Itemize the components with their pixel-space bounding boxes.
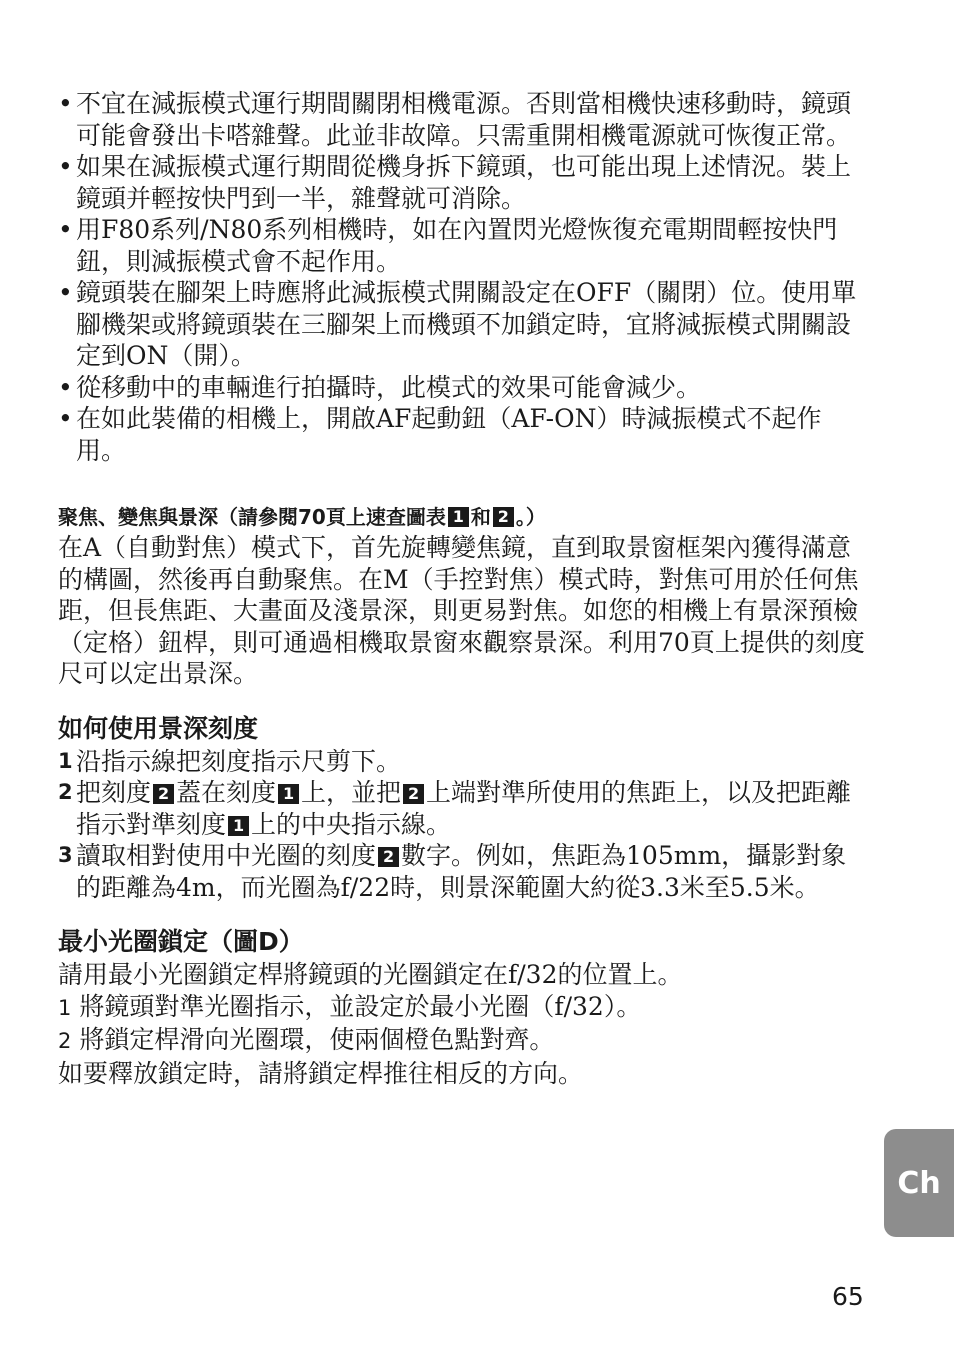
step-text: 沿指示線把刻度指示尺剪下。 xyxy=(76,746,402,776)
step-item xyxy=(58,746,870,778)
step-text: 把刻度 xyxy=(76,778,152,807)
step-number: 2 xyxy=(58,780,73,804)
bullet-mark: • xyxy=(58,278,73,307)
aperture-lock-body xyxy=(58,959,870,1089)
step-number: 1 xyxy=(58,995,72,1020)
language-tab xyxy=(884,1129,954,1237)
step-item xyxy=(58,777,870,840)
heading-text: 聚焦、變焦與景深（請參閱70頁上速查圖表 xyxy=(58,505,446,529)
step-text: 蓋在刻度 xyxy=(176,778,277,807)
step-text: 將鏡頭對準光圈指示，並設定於最小光圈（f/32）。 xyxy=(79,991,642,1021)
aperture-lock-heading: 最小光圈鎖定（圖D） xyxy=(58,927,304,956)
page-number: 65 xyxy=(832,1282,864,1311)
dof-steps xyxy=(58,746,870,904)
list-item xyxy=(58,277,870,372)
bullet-mark: • xyxy=(58,372,73,402)
bullet-mark: • xyxy=(58,404,73,433)
chart-ref-box: 1 xyxy=(448,507,469,527)
heading-text: 。） xyxy=(515,505,546,529)
list-item xyxy=(58,151,870,214)
focus-zoom-body: 在A（自動對焦）模式下，首先旋轉變焦鏡，直到取景窗框架內獲得滿意的構圖，然後再自動聚焦。在M（手控對焦）模式時，對焦可用於任何焦距，但長焦距、大畫面及淺景深，則更易對焦。如您的相機上有景深預檢（定格）鈕桿，則可通過相機取景窗來觀察景深。利用70頁上提供的刻度尺可以定出景深。 xyxy=(58,533,865,688)
step-text: 將鎖定桿滑向光圈環，使兩個橙色點對齊。 xyxy=(79,1025,555,1054)
bullet-text: 鏡頭裝在腳架上時應將此減振模式開關設定在OFF（關閉）位。使用單腳機架或將鏡頭裝在三腳架上而機頭不加鎖定時，宜將減振模式開關設定到ON（開）。 xyxy=(76,278,857,370)
step-text: 上的中央指示線。 xyxy=(251,809,452,839)
heading-text: 和 xyxy=(470,505,491,529)
step-text: 數字。例如，焦距為105mm，攝影對象的距離為4m，而光圈為f/22時，則景深範圍大約從3.3米至5.5米。 xyxy=(76,841,847,902)
step-text: 上，並把 xyxy=(301,778,402,807)
step-text: 讀取相對使用中光圈的刻度 xyxy=(76,841,377,870)
scale-ref-box: 2 xyxy=(153,784,174,804)
list-item xyxy=(58,372,870,404)
bullet-mark: • xyxy=(58,215,73,244)
scale-ref-box: 1 xyxy=(278,784,299,804)
step-number: 2 xyxy=(58,1029,72,1053)
scale-ref-box: 2 xyxy=(378,847,399,867)
bullet-text: 在如此裝備的相機上，開啟AF起動鈕（AF-ON）時減振模式不起作用。 xyxy=(76,404,822,465)
scale-ref-box: 2 xyxy=(403,784,424,804)
bullet-text: 從移動中的車輛進行拍攝時，此模式的效果可能會減少。 xyxy=(76,372,702,402)
dof-scale-heading: 如何使用景深刻度 xyxy=(58,713,259,743)
page-content xyxy=(58,88,870,1089)
body-line: 如要釋放鎖定時，請將鎖定桿推往相反的方向。 xyxy=(58,1058,584,1088)
chart-ref-box: 2 xyxy=(493,507,514,527)
bullet-mark: • xyxy=(58,152,73,181)
bullet-text: 不宜在減振模式運行期間關閉相機電源。否則當相機快速移動時，鏡頭可能會發出卡嗒雜聲。此並非故障。只需重開相機電源就可恢復正常。 xyxy=(76,89,852,150)
caution-list xyxy=(58,88,870,466)
step-number: 1 xyxy=(58,748,73,773)
bullet-text: 用F80系列/N80系列相機時，如在內置閃光燈恢復充電期間輕按快門鈕，則減振模式會不起作用。 xyxy=(76,215,838,276)
body-line xyxy=(58,1024,870,1058)
bullet-text: 如果在減振模式運行期間從機身拆下鏡頭，也可能出現上述情況。裝上鏡頭并輕按快門到一半，雜聲就可消除。 xyxy=(76,152,852,213)
bullet-mark: • xyxy=(58,89,73,118)
language-tab-label: Ch xyxy=(897,1165,941,1201)
step-item xyxy=(58,840,870,903)
body-line: 請用最小光圈鎖定桿將鏡頭的光圈鎖定在f/32的位置上。 xyxy=(58,960,683,989)
scale-ref-box: 1 xyxy=(228,816,249,836)
list-item xyxy=(58,214,870,277)
list-item xyxy=(58,403,870,466)
step-number: 3 xyxy=(58,843,73,867)
body-line xyxy=(58,991,870,1025)
step-text: 上端對準所使用的焦距上，以及把距離指示對準刻度 xyxy=(76,778,852,839)
focus-zoom-heading xyxy=(58,502,870,532)
list-item xyxy=(58,88,870,151)
